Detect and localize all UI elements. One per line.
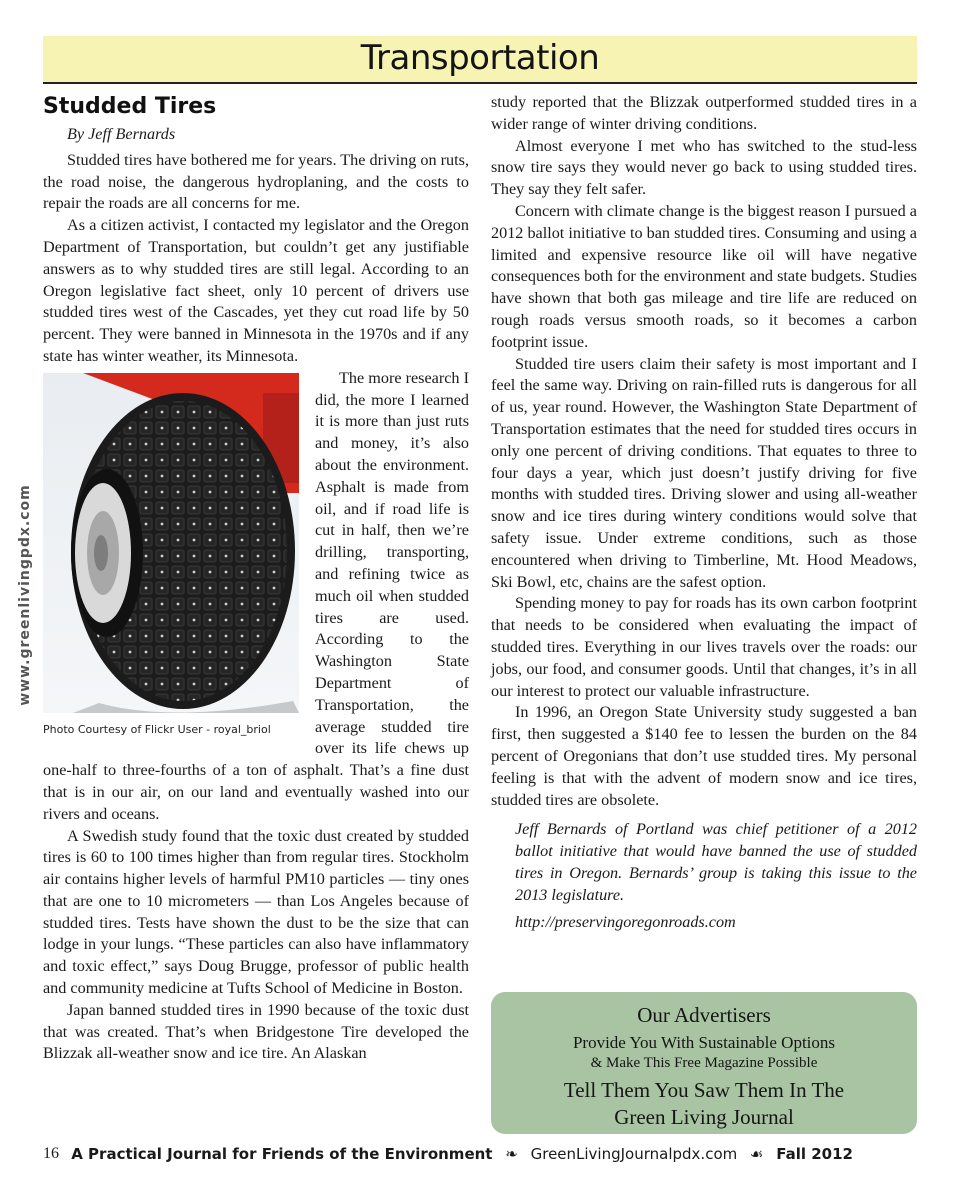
article-paragraph: Japan banned studded tires in 1990 because of the toxic dust that was created. That’s when Bridgestone Tire developed the Blizzak all-weather snow and ice tire. An Alaskan	[43, 1000, 469, 1063]
article-title: Studded Tires	[43, 94, 217, 119]
ornament-icon: ☙	[750, 1145, 764, 1163]
advertisers-line: Provide You With Sustainable Options	[572, 1033, 836, 1052]
issue-label: Fall 2012	[776, 1145, 853, 1163]
photo-credit: Photo Courtesy of Flickr User - royal_briol	[43, 722, 271, 736]
sidebar-url	[14, 480, 36, 710]
article-paragraph: The more research I did, the more I learned it is more than just ruts and money, it’s also about the environment. Asphalt is made from oil, and if road life is cut in half, then we’re drilling, transporting, and refining twice as much oil when studded tires are used. According to the Washington State Department of Transportation, the average studded tire over its life chews up one-half to three-fourths of a ton of asphalt. That’s a fine dust that is in our air, on our land and eventually washed into our rivers and oceans.	[43, 368, 469, 823]
article-paragraph: Studded tires have bothered me for years. The driving on ruts, the road noise, the dangerous hydroplaning, and the costs to repair the roads are all concerns for me.	[43, 150, 469, 213]
article-paragraph: Spending money to pay for roads has its own carbon footprint that needs to be considered when evaluating the impact of studded tires. Everything in our lives travels over the roads: our jobs, our food, and consumer goods. Until that changes, it’s in all our interest to protect our valuable infrastructure.	[491, 594, 917, 700]
author-bio: Jeff Bernards of Portland was chief petitioner of a 2012 ballot initiative that would have banned the use of studded tires in Oregon. Bernards’ group is taking this issue to the 2013 legislature.	[515, 820, 917, 904]
section-title: Transportation	[360, 38, 600, 78]
sidebar-url-text: www.greenlivingpdx.com	[17, 484, 33, 706]
article-paragraph: Concern with climate change is the biggest reason I pursued a 2012 ballot initiative to ban studded tires. Consuming and using a limited and expensive resource like oil will have negative consequences both for the environment and state budgets. Studies have shown that both gas mileage and tire life are reduced on rough roads versus smooth roads, so it becomes a carbon footprint issue.	[491, 201, 917, 351]
article-link[interactable]: http://preservingoregonroads.com	[515, 913, 736, 932]
advertisers-line: Tell Them You Saw Them In The	[563, 1078, 845, 1102]
ornament-icon: ❧	[505, 1145, 518, 1163]
article-paragraph: Studded tire users claim their safety is most important and I feel the same way. Driving on rain-filled ruts is dangerous for all of us, year round. However, the Washington State Department of Transportation estimates that the need for studded tires occurs in only one percent of driving conditions. That equates to three to four days a year, which just doesn’t justify driving for five months with studded tires. Driving slower and using all-weather snow and ice tires during wintery conditions would solve that safety issue. Under extreme conditions, such as those encountered when driving to Timberline, Mt. Hood Meadows, Ski Bowl, etc, chains are the safest option.	[491, 354, 917, 591]
section-header-bar	[43, 36, 917, 84]
article-right-column	[491, 92, 917, 934]
article-paragraph-continued: study reported that the Blizzak outperformed studded tires in a wider range of winter driving conditions.	[491, 93, 917, 133]
advertisers-box	[491, 992, 917, 1134]
advertisers-line: Green Living Journal	[614, 1105, 794, 1129]
page-footer	[43, 1144, 917, 1166]
advertisers-line: & Make This Free Magazine Possible	[590, 1055, 818, 1071]
article-paragraph: A Swedish study found that the toxic dust created by studded tires is 60 to 100 times higher than from regular tires. Stockholm air contains higher levels of harmful PM10 particles — tiny ones that are one to 10 micrometers — than Los Angeles because of studded tires. Tests have shown the dust to be the size that can lodge in your lungs. “These particles can also have inflammatory and toxic effect,” says Doug Brugge, professor of public health and community medicine at Tufts School of Medicine in Boston.	[43, 826, 469, 998]
article-paragraph: In 1996, an Oregon State University study suggested a ban first, then suggested a $140 fee to lessen the burden on the 84 percent of Oregonians that don’t use studded tires. My personal feeling is that with the advent of modern snow and ice tires, studded tires are obsolete.	[491, 703, 917, 809]
tire-photo-figure	[43, 373, 299, 737]
article-byline: By Jeff Bernards	[67, 125, 176, 143]
page-number: 16	[43, 1145, 59, 1162]
footer-info	[71, 1145, 853, 1163]
studded-tire-photo	[43, 373, 299, 713]
footer-site-link[interactable]: GreenLivingJournalpdx.com	[530, 1145, 738, 1163]
article-paragraph: Almost everyone I met who has switched to the stud-less snow tire says they would never go back to using studded tires. They say they felt safer.	[491, 136, 917, 199]
advertisers-title: Our Advertisers	[637, 1003, 771, 1027]
journal-tagline: A Practical Journal for Friends of the Environment	[71, 1145, 493, 1163]
article-paragraph: As a citizen activist, I contacted my legislator and the Oregon Department of Transportation, but couldn’t get any justifiable answers as to why studded tires are still legal. According to an Oregon legislative fact sheet, only 10 percent of drivers use studded tires west of the Cascades, yet they cut road life by 50 percent. They were banned in Minnesota in the 1970s and if any state has winter weather, its Minnesota.	[43, 216, 469, 365]
article-left-column	[43, 92, 469, 1065]
